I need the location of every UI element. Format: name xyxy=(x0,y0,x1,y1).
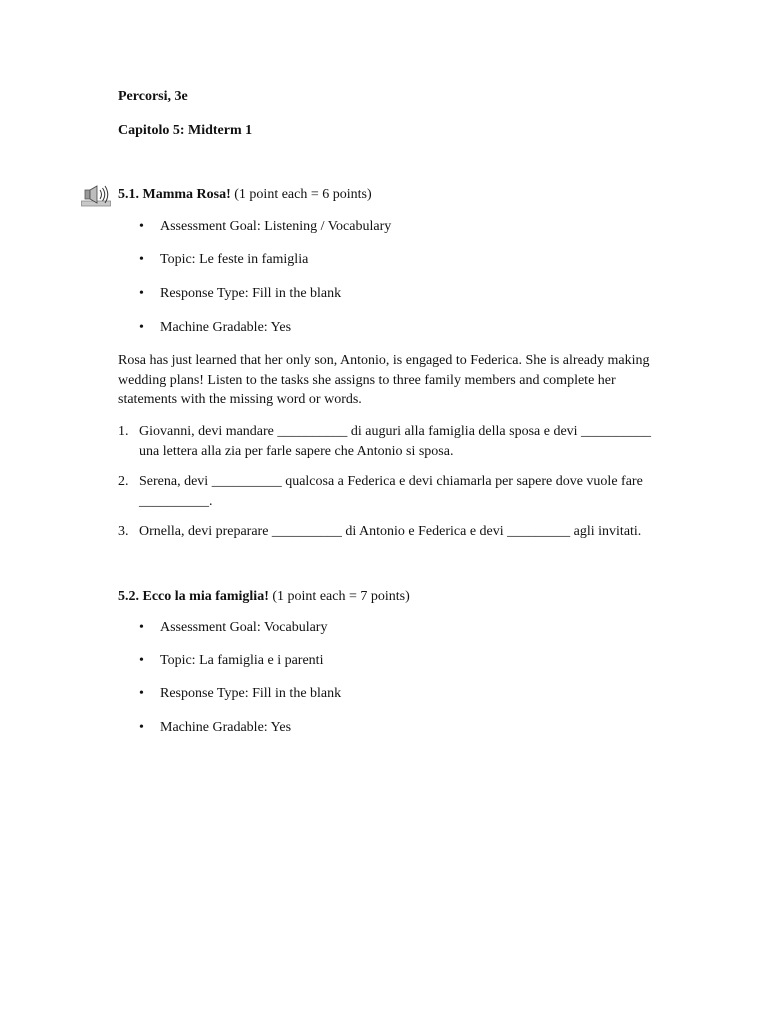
section1-title: 5.1. Mamma Rosa! xyxy=(118,187,231,202)
bullet-text: Assessment Goal: Listening / Vocabulary xyxy=(160,219,392,234)
bullet-text: Machine Gradable: Yes xyxy=(160,320,292,335)
section1-bullet xyxy=(139,318,291,337)
section2-bullet xyxy=(139,618,327,637)
bullet-text: Machine Gradable: Yes xyxy=(160,720,292,735)
speaker-audio-icon[interactable] xyxy=(81,185,111,207)
bullet-glyph: • xyxy=(139,286,144,301)
bullet-text: Topic: Le feste in famiglia xyxy=(160,252,309,267)
question-text: Giovanni, devi mandare __________ di auguri alla famiglia della sposa e devi __________ una lettera alla zia per farle sapere che Antonio si sposa. xyxy=(139,424,652,459)
bullet-glyph: • xyxy=(139,320,144,335)
question-text: Ornella, devi preparare __________ di Antonio e Federica e devi _________ agli invitati. xyxy=(139,524,642,539)
section1-heading xyxy=(118,185,372,204)
question-number: 1. xyxy=(118,424,129,439)
question-item xyxy=(118,422,668,461)
question-number: 3. xyxy=(118,524,129,539)
section2-title: 5.2. Ecco la mia famiglia! xyxy=(118,589,269,604)
bullet-text: Response Type: Fill in the blank xyxy=(160,286,342,301)
section1-points: (1 point each = 6 points) xyxy=(234,187,372,202)
question-item xyxy=(118,472,668,511)
bullet-glyph: • xyxy=(139,653,144,668)
section2-bullet xyxy=(139,684,341,703)
book-title: Percorsi, 3e xyxy=(118,89,188,104)
question-number: 2. xyxy=(118,474,129,489)
section1-instructions: Rosa has just learned that her only son, Antonio, is engaged to Federica. She is already making wedding plans! Listen to the tasks she assigns to three family members and complete her statements with the missing word or words. xyxy=(118,353,650,407)
bullet-text: Response Type: Fill in the blank xyxy=(160,686,342,701)
section1-bullet xyxy=(139,250,308,269)
question-text: Serena, devi __________ qualcosa a Federica e devi chiamarla per sapere dove vuole fare __________. xyxy=(139,474,643,509)
bullet-glyph: • xyxy=(139,252,144,267)
bullet-glyph: • xyxy=(139,219,144,234)
bullet-text: Topic: La famiglia e i parenti xyxy=(160,653,324,668)
section2-bullet xyxy=(139,718,291,737)
bullet-glyph: • xyxy=(139,620,144,635)
section2-points: (1 point each = 7 points) xyxy=(272,589,410,604)
section2-heading xyxy=(118,587,410,606)
bullet-text: Assessment Goal: Vocabulary xyxy=(160,620,328,635)
chapter-title: Capitolo 5: Midterm 1 xyxy=(118,123,253,138)
question-item xyxy=(118,522,668,542)
bullet-glyph: • xyxy=(139,686,144,701)
bullet-glyph: • xyxy=(139,720,144,735)
section1-bullet xyxy=(139,217,391,236)
section1-bullet xyxy=(139,284,341,303)
section2-bullet xyxy=(139,651,323,670)
